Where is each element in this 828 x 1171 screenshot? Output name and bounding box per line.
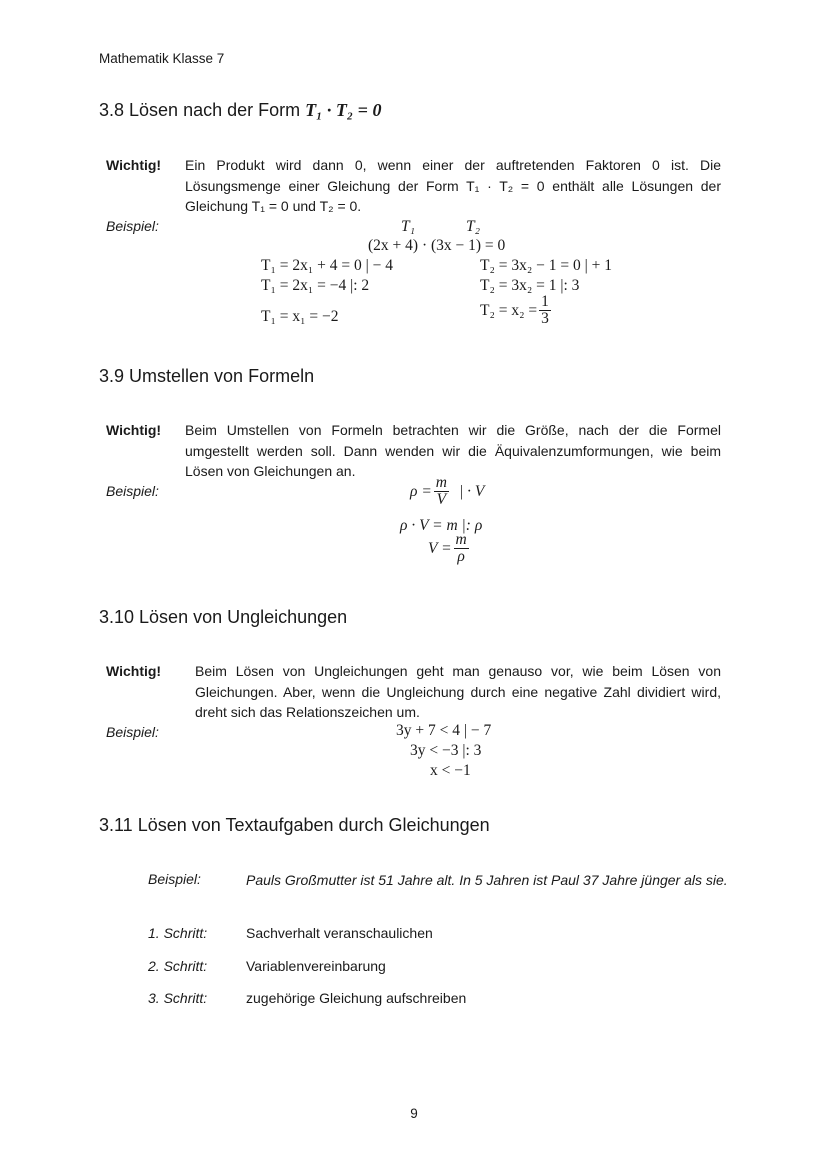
section-title-formula: T₁ · T₂ = 0: [305, 100, 382, 120]
wichtig-text: Beim Lösen von Ungleichungen geht man genauso vor, wie beim Lösen von Gleichungen. Aber, wenn die Ungleichung durch eine negative Zahl dividiert wird, dreht sich das Relationszeichen um.: [195, 663, 721, 720]
section-title-3-10: 3.10 Lösen von Ungleichungen: [99, 607, 348, 627]
step-3-label: 3. Schritt:: [148, 990, 208, 1006]
wichtig-label: Wichtig!: [106, 663, 162, 679]
section-title-3-11: 3.11 Lösen von Textaufgaben durch Gleichungen: [99, 815, 490, 835]
right-line-3: [480, 294, 553, 328]
inequality-line-2: 3y < −3 |: 3: [410, 742, 482, 759]
section-title-3-8: [99, 100, 381, 121]
right-line-3-lhs: T₂ = x₂ =: [480, 301, 538, 319]
inequality-line-3: x < −1: [430, 762, 471, 779]
wichtig-text: Ein Produkt wird dann 0, wenn einer der auftretenden Faktoren 0 ist. Die Lösungsmenge einer Gleichung der Form T₁ · T₂ = 0 enthält alle Lösungen der Gleichung T₁ = 0 und T₂ = 0.: [185, 157, 721, 214]
fraction-numerator: 1: [541, 293, 549, 310]
beispiel-text: Pauls Großmutter ist 51 Jahre alt. In 5 Jahren ist Paul 37 Jahre jünger als sie.: [246, 872, 728, 888]
wichtig-label: Wichtig!: [106, 422, 162, 438]
formula-eq-2: ρ · V = m |: ρ: [400, 517, 483, 534]
formula-eq-3: [428, 532, 471, 566]
eq1-lhs: ρ =: [410, 482, 432, 500]
step-2-text: Variablenvereinbarung: [246, 958, 386, 974]
wichtig-label: Wichtig!: [106, 157, 162, 173]
step-2-label: 2. Schritt:: [148, 958, 208, 974]
eq1-operation: | · V: [458, 482, 485, 500]
step-3-text: zugehörige Gleichung aufschreiben: [246, 990, 467, 1006]
eq1-denominator: V: [436, 491, 447, 509]
eq3-fraction: [454, 532, 469, 566]
formula-eq-1: [410, 475, 484, 509]
section-title-3-9: 3.9 Umstellen von Formeln: [99, 366, 315, 386]
page-number: 9: [410, 1106, 418, 1121]
fraction-one-third: [539, 294, 551, 328]
eq1-fraction: [434, 475, 449, 509]
wichtig-text: Beim Umstellen von Formeln betrachten wir die Größe, nach der die Formel umgestellt werden soll. Dann wenden wir die Äquivalenzumformungen, wie beim Lösen von Gleichungen an.: [185, 422, 721, 479]
step-1-label: 1. Schritt:: [148, 925, 208, 941]
left-line-2: T₁ = 2x₁ = −4 |: 2: [261, 277, 370, 294]
eq3-lhs: V =: [428, 539, 452, 557]
beispiel-label: Beispiel:: [106, 218, 159, 234]
fraction-denominator: 3: [541, 310, 549, 328]
right-line-1: T₂ = 3x₂ − 1 = 0 | + 1: [480, 257, 612, 274]
t1-label: T₁: [401, 218, 416, 235]
left-line-1: T₁ = 2x₁ + 4 = 0 | − 4: [261, 257, 393, 274]
inequality-line-1: 3y + 7 < 4 | − 7: [396, 722, 492, 739]
product-equation: (2x + 4) · (3x − 1) = 0: [368, 237, 506, 254]
page-header: Mathematik Klasse 7: [99, 51, 225, 66]
section-title-text: 3.8 Lösen nach der Form: [99, 100, 301, 120]
step-1-text: Sachverhalt veranschaulichen: [246, 925, 433, 941]
beispiel-label: Beispiel:: [148, 871, 201, 887]
beispiel-label: Beispiel:: [106, 483, 159, 499]
eq1-numerator: m: [435, 474, 447, 491]
eq3-numerator: m: [455, 531, 467, 548]
beispiel-label: Beispiel:: [106, 724, 159, 740]
t2-label: T₂: [466, 218, 481, 235]
right-line-2: T₂ = 3x₂ = 1 |: 3: [480, 277, 580, 294]
left-line-3: T₁ = x₁ = −2: [261, 308, 339, 325]
eq3-denominator: ρ: [457, 548, 465, 566]
